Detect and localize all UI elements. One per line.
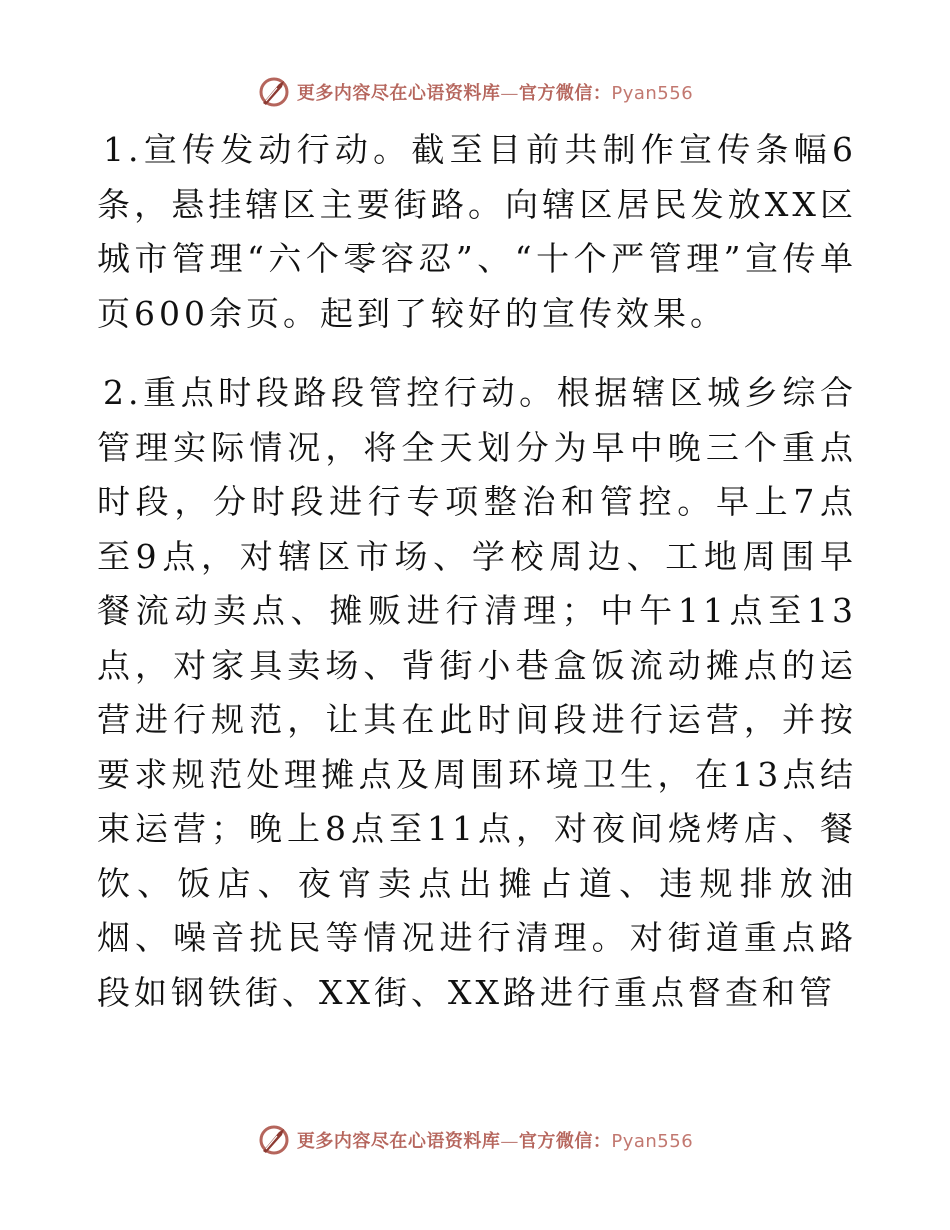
watermark-separator: — [500,1131,519,1152]
footer-watermark [0,1120,950,1160]
header-watermark [0,72,950,112]
watermark-text [297,1127,693,1153]
paragraph-publicity-campaign: 1.宣传发动行动。截至目前共制作宣传条幅6条，悬挂辖区主要街路。向辖区居民发放XX区城市管理“六个零容忍”、“十个严管理”宣传单页600余页。起到了较好的宣传效果。 [97,130,857,333]
watermark-wechat-label: 官方微信： [518,83,612,104]
watermark-wechat-label: 官方微信： [518,1131,612,1152]
quill-pen-logo-icon [257,75,291,109]
watermark-account: Pyan556 [611,83,694,104]
document-body [97,123,857,1020]
watermark-account: Pyan556 [611,1131,694,1152]
watermark-site-text: 更多内容尽在心语资料库 [296,1131,501,1152]
quill-pen-logo-icon [257,1123,291,1157]
watermark-separator: — [500,83,519,104]
watermark-site-text: 更多内容尽在心语资料库 [296,83,501,104]
watermark-text [297,79,693,105]
paragraph-key-period-control: 2.重点时段路段管控行动。根据辖区城乡综合管理实际情况，将全天划分为早中晚三个重点时段，分时段进行专项整治和管控。早上7点至9点，对辖区市场、学校周边、工地周围早餐流动卖点、摊贩进行清理；中午11点至13点，对家具卖场、背街小巷盒饭流动摊点的运营进行规范，让其在此时间段进行运营，并按要求规范处理摊点及周围环境卫生，在13点结束运营；晚上8点至11点，对夜间烧烤店、餐饮、饭店、夜宵卖点出摊占道、违规排放油烟、噪音扰民等情况进行清理。对街道重点路段如钢铁街、XX街、XX路进行重点督查和管 [97,373,857,1012]
